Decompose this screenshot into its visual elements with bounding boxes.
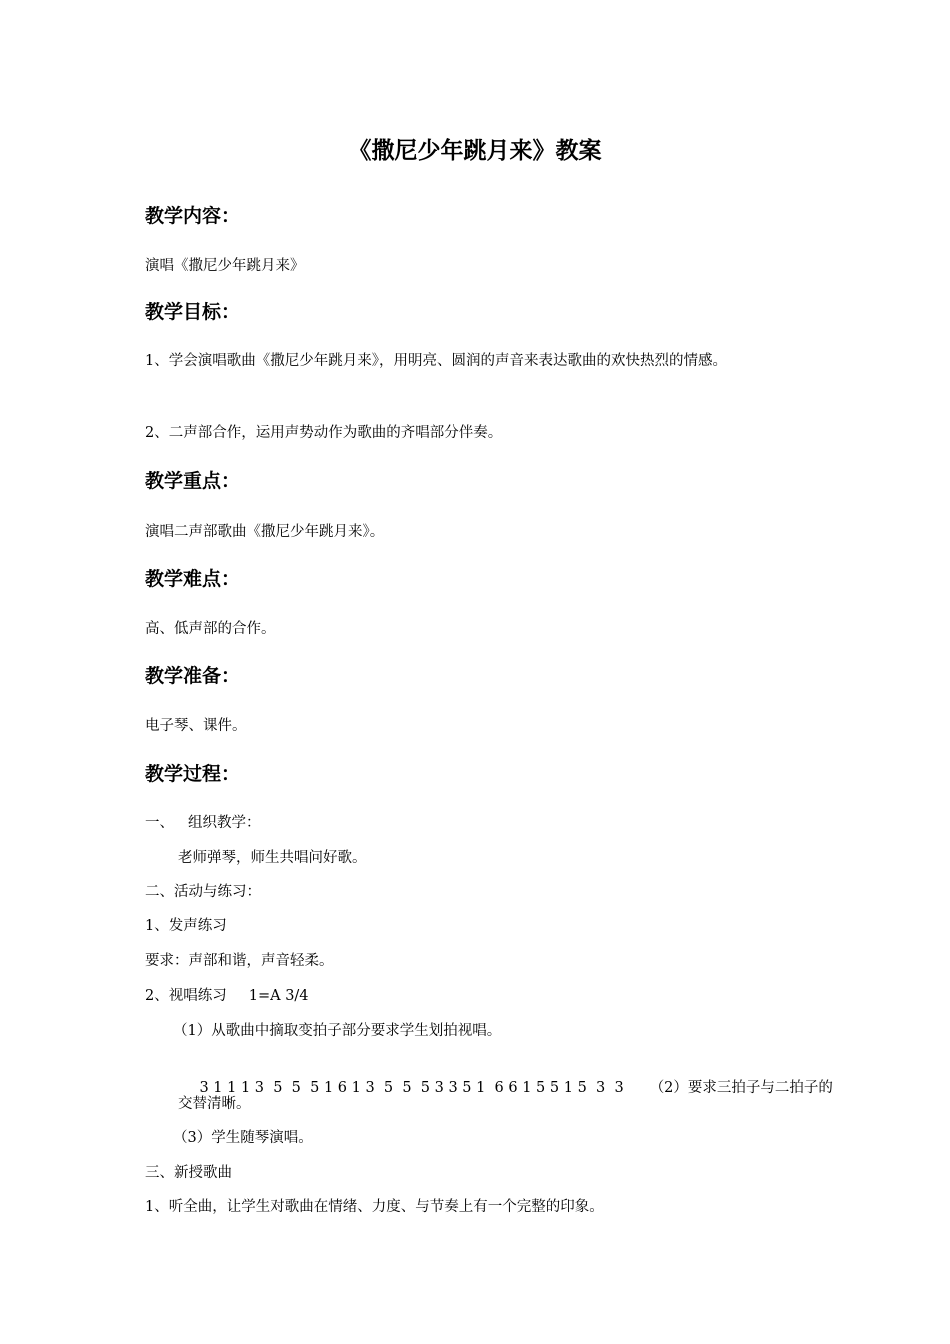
key-points-paragraph: 演唱二声部歌曲《撒尼少年跳月来》。: [145, 524, 385, 540]
process-step-1: [145, 812, 261, 834]
difficulties-paragraph: 高、低声部的合作。: [145, 621, 276, 637]
section-heading-goals: 教学目标：: [145, 301, 241, 323]
process-item-1: 1、发声练习: [145, 918, 227, 934]
process-step-3-item-1: 1、听全曲，让学生对歌曲在情绪、力度、与节奏上有一个完整的印象。: [145, 1199, 604, 1215]
process-sub-3: （3）学生随琴演唱。: [173, 1130, 313, 1146]
section-heading-preparation: 教学准备：: [145, 665, 241, 687]
preparation-paragraph: 电子琴、课件。: [145, 718, 247, 734]
process-item-2-label: 2、视唱练习: [145, 988, 227, 1004]
document-title: 《撒尼少年跳月来》教案: [348, 138, 602, 164]
process-item-2-key: 1=A 3/4: [248, 988, 309, 1004]
process-item-1-requirement: 要求：声部和谐，声音轻柔。: [145, 953, 334, 969]
goal-paragraph-1: 1、学会演唱歌曲《撒尼少年跳月来》，用明亮、圆润的声音来表达歌曲的欢快热烈的情感。: [145, 353, 727, 369]
process-step-2: 二、活动与练习：: [145, 884, 261, 900]
process-sub-2-start: （2）要求三拍子与二拍子的: [649, 1080, 833, 1096]
process-sub-2-continued: 交替清晰。: [178, 1096, 251, 1112]
section-heading-content: 教学内容：: [145, 205, 241, 227]
section-heading-process: 教学过程：: [145, 763, 241, 785]
section-heading-difficulties: 教学难点：: [145, 568, 241, 590]
content-paragraph: 演唱《撒尼少年跳月来》: [145, 258, 305, 274]
goal-paragraph-2: 2、二声部合作，运用声势动作为歌曲的齐唱部分伴奏。: [145, 425, 503, 441]
notation-digits: 3 1 1 1 3 5 5 5 1 6 1 3 5 5 5 3 3 5 1 6 6 1 5 5 1 5 3 3: [199, 1080, 624, 1096]
process-sub-1: （1）从歌曲中摘取变拍子部分要求学生划拍视唱。: [173, 1023, 502, 1039]
process-step-1-detail: 老师弹琴，师生共唱问好歌。: [178, 850, 367, 866]
process-step-3: 三、新授歌曲: [145, 1165, 232, 1181]
process-item-2: [145, 985, 309, 1007]
process-step-1-label: 一、: [145, 815, 174, 831]
notation-line: [181, 1055, 833, 1121]
process-step-1-text: 组织教学：: [188, 815, 261, 831]
section-heading-key-points: 教学重点：: [145, 470, 241, 492]
